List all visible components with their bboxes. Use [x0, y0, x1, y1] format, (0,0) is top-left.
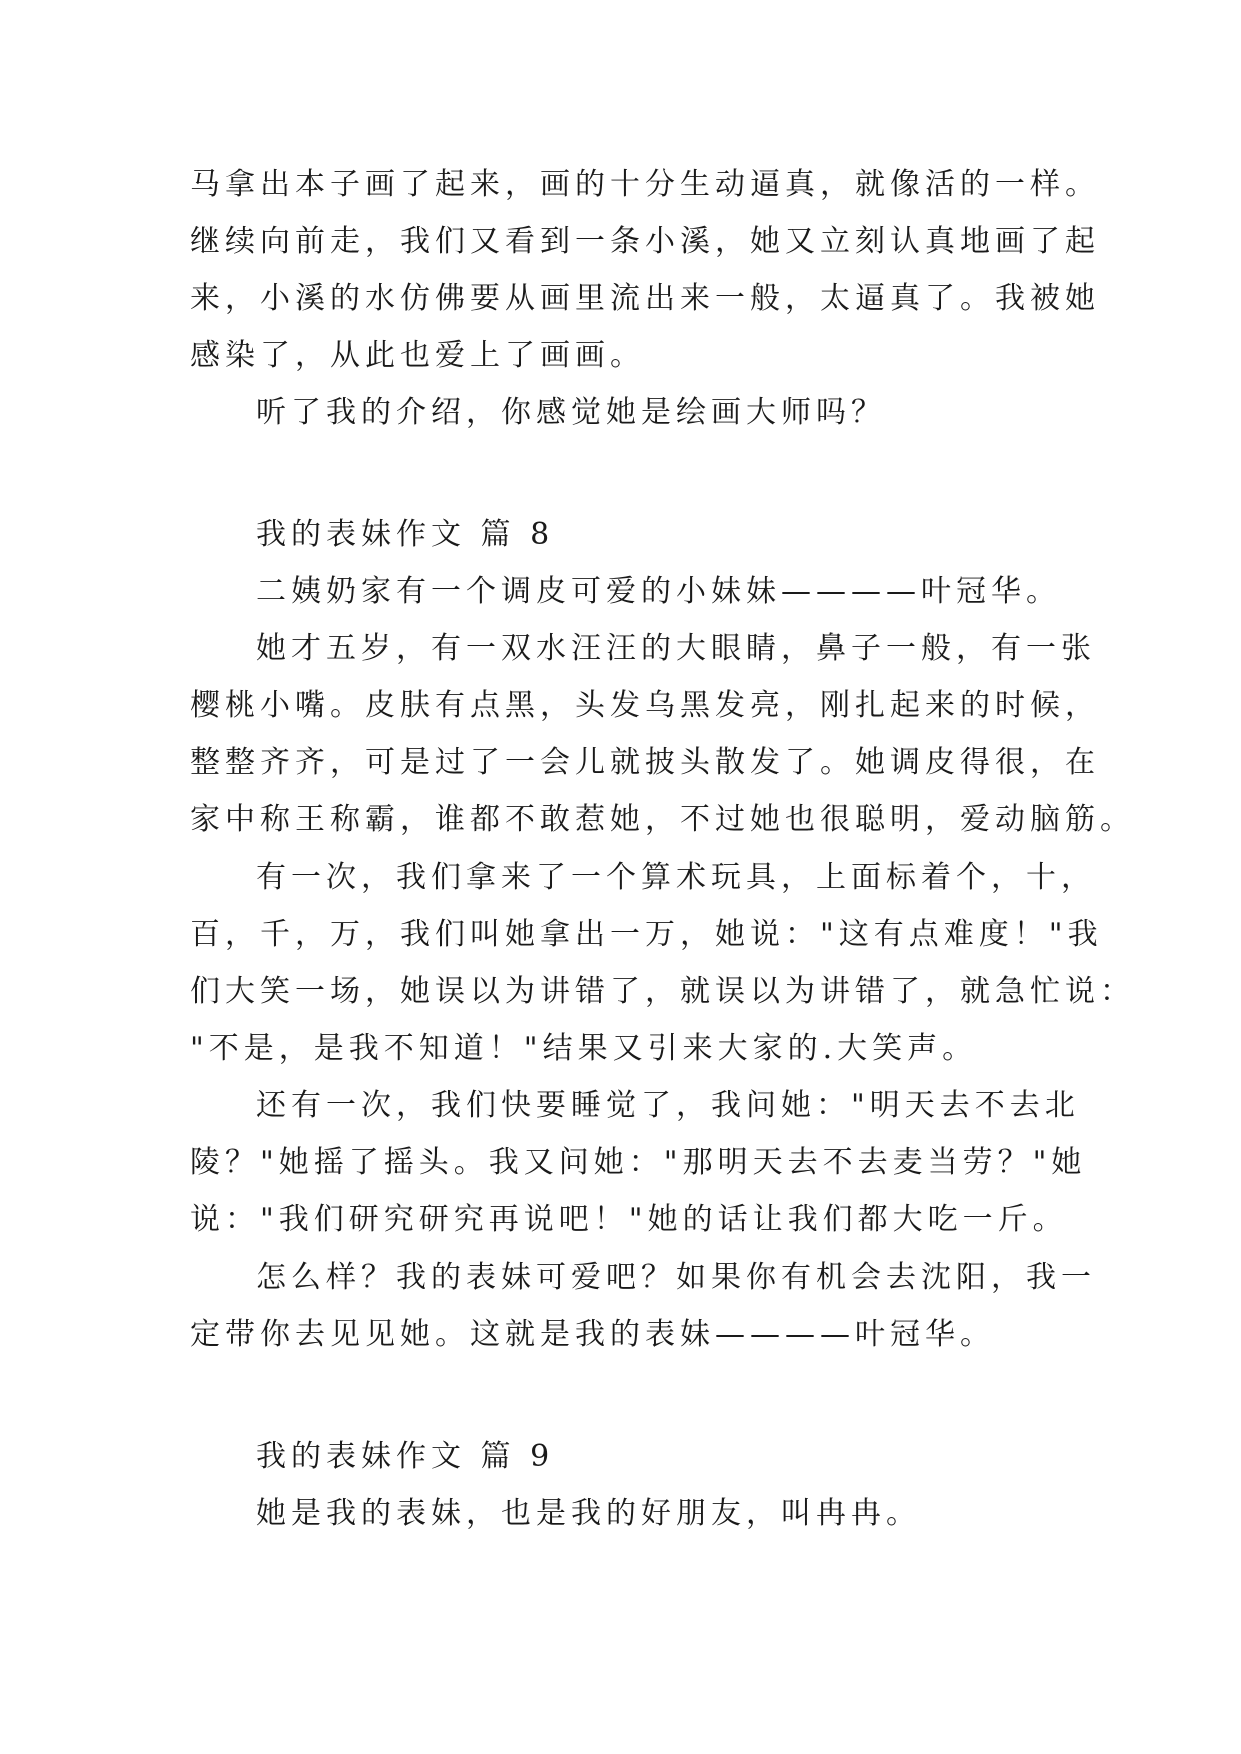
paragraph-line: 还有一次，我们快要睡觉了，我问她："明天去不去北 [256, 1088, 1080, 1123]
paragraph-line: 马拿出本子画了起来，画的十分生动逼真，就像活的一样。 [190, 167, 1100, 202]
section-heading: 我的表妹作文 篇 9 [256, 1439, 555, 1474]
paragraph-line: 百，千，万，我们叫她拿出一万，她说："这有点难度！"我 [190, 917, 1103, 952]
paragraph-line: 她是我的表妹，也是我的好朋友，叫冉冉。 [256, 1496, 921, 1531]
paragraph-line: 定带你去见见她。这就是我的表妹————叶冠华。 [190, 1317, 995, 1352]
paragraph-line: "不是，是我不知道！"结果又引来大家的.大笑声。 [190, 1031, 978, 1066]
paragraph-line: 说："我们研究研究再说吧！"她的话让我们都大吃一斤。 [190, 1202, 1068, 1237]
paragraph-line: 有一次，我们拿来了一个算术玩具，上面标着个，十， [256, 860, 1096, 895]
section-heading: 我的表妹作文 篇 8 [256, 517, 555, 552]
paragraph-line: 怎么样？我的表妹可爱吧？如果你有机会去沈阳，我一 [256, 1260, 1096, 1295]
paragraph-line: 们大笑一场，她误以为讲错了，就误以为讲错了，就急忙说： [190, 974, 1135, 1009]
paragraph-line: 陵？"她摇了摇头。我又问她："那明天去不去麦当劳？"她 [190, 1145, 1087, 1180]
paragraph-line: 整整齐齐，可是过了一会儿就披头散发了。她调皮得很，在 [190, 745, 1100, 780]
paragraph-line: 她才五岁，有一双水汪汪的大眼睛，鼻子一般，有一张 [256, 631, 1096, 666]
paragraph-line: 继续向前走，我们又看到一条小溪，她又立刻认真地画了起 [190, 224, 1100, 259]
paragraph-line: 听了我的介绍，你感觉她是绘画大师吗？ [256, 395, 886, 430]
paragraph-line: 来，小溪的水仿佛要从画里流出来一般，太逼真了。我被她 [190, 281, 1100, 316]
paragraph-line: 家中称王称霸，谁都不敢惹她，不过她也很聪明，爱动脑筋。 [190, 802, 1135, 837]
paragraph-line: 二姨奶家有一个调皮可爱的小妹妹————叶冠华。 [256, 574, 1061, 609]
paragraph-line: 樱桃小嘴。皮肤有点黑，头发乌黑发亮，刚扎起来的时候， [190, 688, 1100, 723]
paragraph-line: 感染了，从此也爱上了画画。 [190, 338, 645, 373]
